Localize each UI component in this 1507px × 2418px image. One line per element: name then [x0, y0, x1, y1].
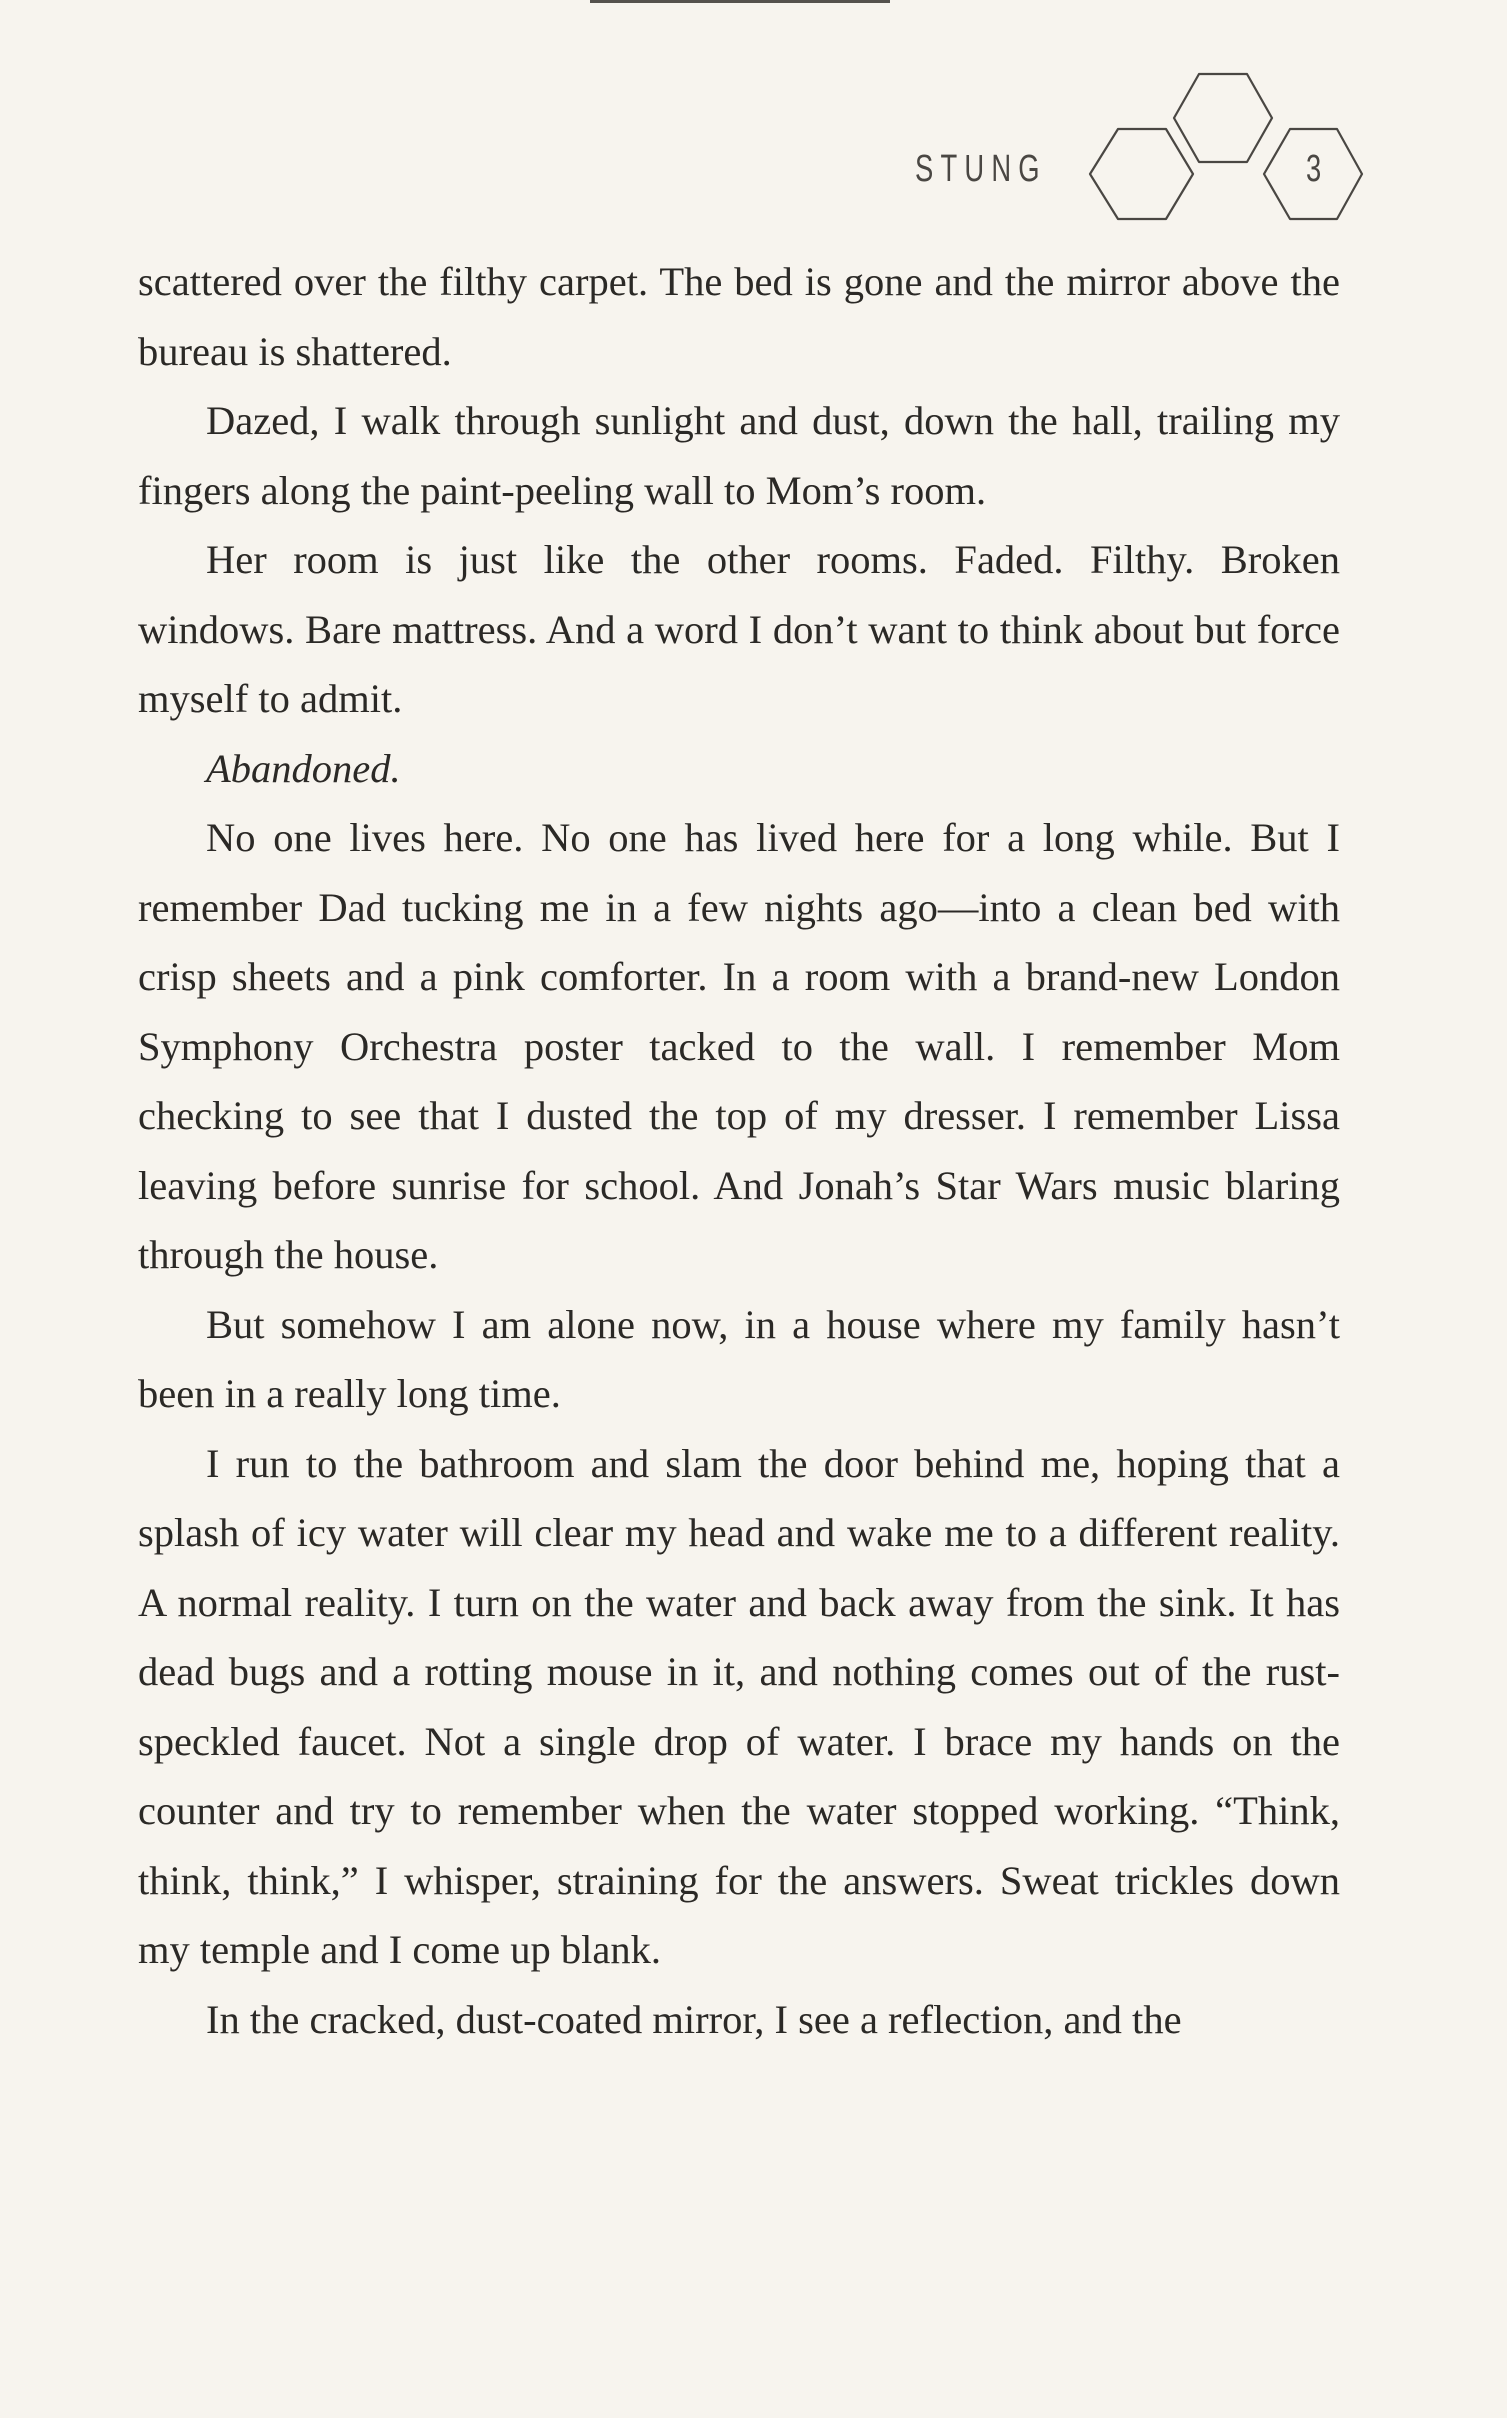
- paragraph-2: Dazed, I walk through sunlight and dust, down the hall, trailing my fingers along the paint-peeling wall to Mom’s room.: [138, 398, 1340, 513]
- paragraph-3: Her room is just like the other rooms. Faded. Filthy. Broken windows. Bare mattress. And a word I don’t want to think about but force myself to admit.: [138, 537, 1340, 721]
- running-head: STUNG: [915, 148, 1047, 190]
- paragraph-8: In the cracked, dust-coated mirror, I see a reflection, and the: [206, 1996, 1182, 2042]
- paragraph-5: No one lives here. No one has lived here for a long while. But I remember Dad tucking me in a few nights ago—into a clean bed with crisp sheets and a pink comforter. In a room with a brand-new London Symphony Orchestra poster tacked to the wall. I remember Mom checking to see that I dusted the top of my dresser. I remember Lissa leaving before sunrise for school. And Jonah’s Star Wars music blaring through the house.: [138, 815, 1340, 1277]
- paragraph-4: Abandoned.: [206, 745, 401, 791]
- top-rule: [590, 0, 890, 3]
- body-text: [138, 247, 1340, 2054]
- hexagon-left-icon: [1090, 129, 1193, 219]
- hexagon-cluster-icon: [1080, 62, 1370, 242]
- paragraph-1: scattered over the filthy carpet. The bed is gone and the mirror above the bureau is shattered.: [138, 259, 1340, 374]
- page-number: 3: [1306, 148, 1322, 190]
- hexagon-top-icon: [1174, 74, 1272, 162]
- paragraph-7: I run to the bathroom and slam the door behind me, hoping that a splash of icy water will clear my head and wake me to a different reality. A normal reality. I turn on the water and back away from the sink. It has dead bugs and a rotting mouse in it, and nothing comes out of the rust-speckled faucet. Not a single drop of water. I brace my hands on the counter and try to remember when the water stopped working. “Think, think, think,” I whisper, straining for the answers. Sweat trickles down my temple and I come up blank.: [138, 1440, 1340, 1972]
- paragraph-6: But somehow I am alone now, in a house where my family hasn’t been in a really long time.: [138, 1301, 1340, 1416]
